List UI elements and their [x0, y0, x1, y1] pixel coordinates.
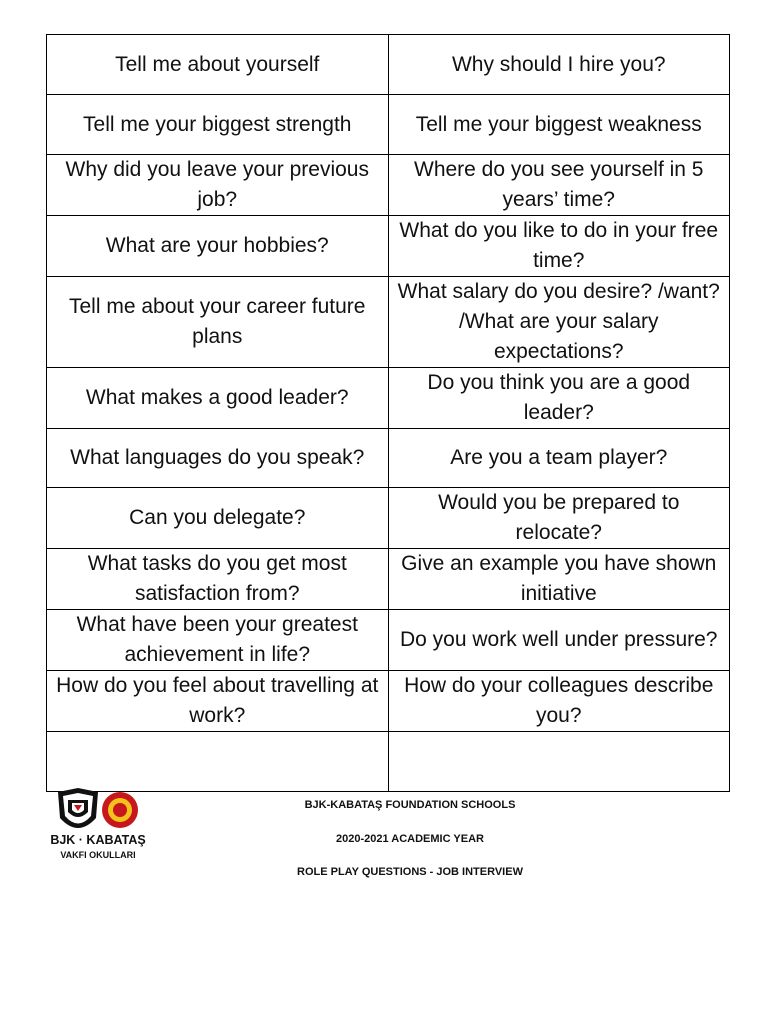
table-row [47, 155, 730, 216]
question-cell: Are you a team player? [388, 429, 730, 488]
question-cell: Tell me about your career future plans [47, 277, 389, 368]
question-cell: Why should I hire you? [388, 35, 730, 95]
table-row [47, 368, 730, 429]
question-cell: What languages do you speak? [47, 429, 389, 488]
table-row [47, 277, 730, 368]
table-row [47, 216, 730, 277]
question-cell: What salary do you desire? /want? /What are your salary expectations? [388, 277, 730, 368]
question-cell: What do you like to do in your free time? [388, 216, 730, 277]
footer-document-title: ROLE PLAY QUESTIONS - JOB INTERVIEW [297, 866, 523, 878]
question-cell: How do your colleagues describe you? [388, 671, 730, 732]
question-cell: Where do you see yourself in 5 years’ time? [388, 155, 730, 216]
footer-school-name: BJK-KABATAŞ FOUNDATION SCHOOLS [304, 799, 516, 811]
question-cell: What makes a good leader? [47, 368, 389, 429]
table-row [47, 732, 730, 792]
table-row [47, 671, 730, 732]
table-row [47, 35, 730, 95]
bjk-crest-icon [58, 788, 98, 828]
question-cell: What are your hobbies? [47, 216, 389, 277]
question-cell: Tell me your biggest strength [47, 95, 389, 155]
question-cell: Can you delegate? [47, 488, 389, 549]
question-cell: Would you be prepared to relocate? [388, 488, 730, 549]
question-cell: Give an example you have shown initiative [388, 549, 730, 610]
svg-text:VAKFI OKULLARI: VAKFI OKULLARI [60, 850, 136, 860]
question-cell: Do you think you are a good leader? [388, 368, 730, 429]
question-cell: Do you work well under pressure? [388, 610, 730, 671]
question-cell: Tell me your biggest weakness [388, 95, 730, 155]
table-row [47, 429, 730, 488]
svg-text:BJK · KABATAŞ: BJK · KABATAŞ [50, 833, 146, 847]
questions-table [46, 34, 730, 792]
table-row [47, 610, 730, 671]
empty-cell [47, 732, 389, 792]
question-cell: What tasks do you get most satisfaction from? [47, 549, 389, 610]
empty-cell [388, 732, 730, 792]
question-cell: Why did you leave your previous job? [47, 155, 389, 216]
kabatas-crest-icon [102, 792, 138, 828]
school-logo [50, 786, 146, 866]
question-cell: Tell me about yourself [47, 35, 389, 95]
footer-academic-year: 2020-2021 ACADEMIC YEAR [336, 833, 484, 845]
question-cell: How do you feel about travelling at work? [47, 671, 389, 732]
table-row [47, 95, 730, 155]
table-row [47, 488, 730, 549]
question-cell: What have been your greatest achievement in life? [47, 610, 389, 671]
table-row [47, 549, 730, 610]
bjk-kabatas-logo [50, 786, 146, 866]
